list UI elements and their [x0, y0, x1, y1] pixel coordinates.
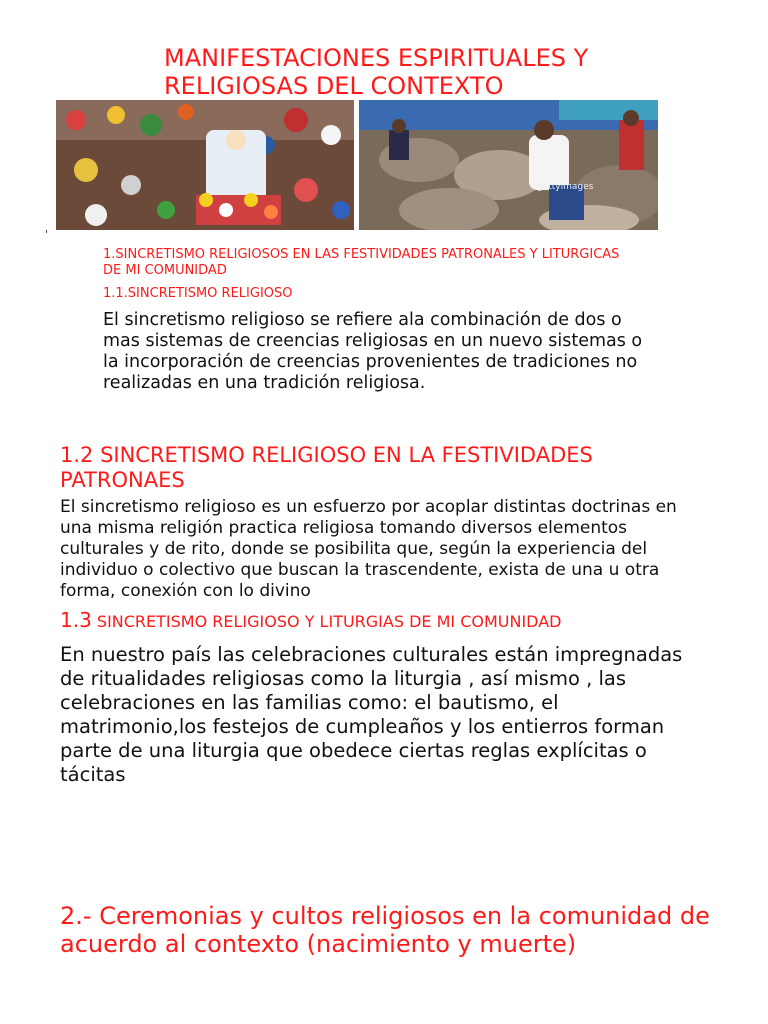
- section2-paragraph: El sincretismo religioso es un esfuerzo por acoplar distintas doctrinas en una misma religión practica religiosa tomando diversos elementos culturales y de rito, donde se posibilita que, según la experiencia del individuo o colectivo que buscan la trascendente, exista de una u otra forma, conexión con lo divino: [60, 497, 677, 601]
- section1-subheading: 1.1.SINCRETISMO RELIGIOSO: [103, 286, 293, 301]
- stray-mark: ': [45, 228, 49, 241]
- stone-work-photo: [359, 100, 658, 230]
- section1-paragraph: El sincretismo religioso se refiere ala combinación de dos o mas sistemas de creencias religiosas en un nuevo sistemas o la incorporación de creencias provenientes de tradiciones no realizadas en una tradición religiosa.: [103, 310, 643, 393]
- section3-paragraph: En nuestro país las celebraciones culturales están impregnadas de ritualidades religiosas como la liturgia , así mismo , las celebraciones en las familias como: el bautismo, el matrimonio,los festejos de cumpleaños y los entierros forman parte de una liturgia que obedece ciertas reglas explícitas o tácitas: [60, 643, 683, 786]
- watermark-text: gettyimages: [537, 182, 594, 192]
- page-title: MANIFESTACIONES ESPIRITUALES Y RELIGIOSAS DEL CONTEXTO: [164, 44, 589, 100]
- festival-procession-photo: [56, 100, 354, 230]
- section4-heading: 2.- Ceremonias y cultos religiosos en la comunidad de acuerdo al contexto (nacimiento y muerte): [60, 902, 710, 958]
- section3-heading-text: SINCRETISMO RELIGIOSO Y LITURGIAS DE MI COMUNIDAD: [96, 612, 562, 631]
- section1-heading: 1.SINCRETISMO RELIGIOSOS EN LAS FESTIVIDADES PATRONALES Y LITURGICAS DE MI COMUNIDAD: [103, 247, 620, 278]
- section3-heading: [60, 608, 740, 632]
- section2-heading: 1.2 SINCRETISMO RELIGIOSO EN LA FESTIVIDADES PATRONAES: [60, 443, 593, 492]
- section3-heading-number: 1.3: [60, 608, 92, 632]
